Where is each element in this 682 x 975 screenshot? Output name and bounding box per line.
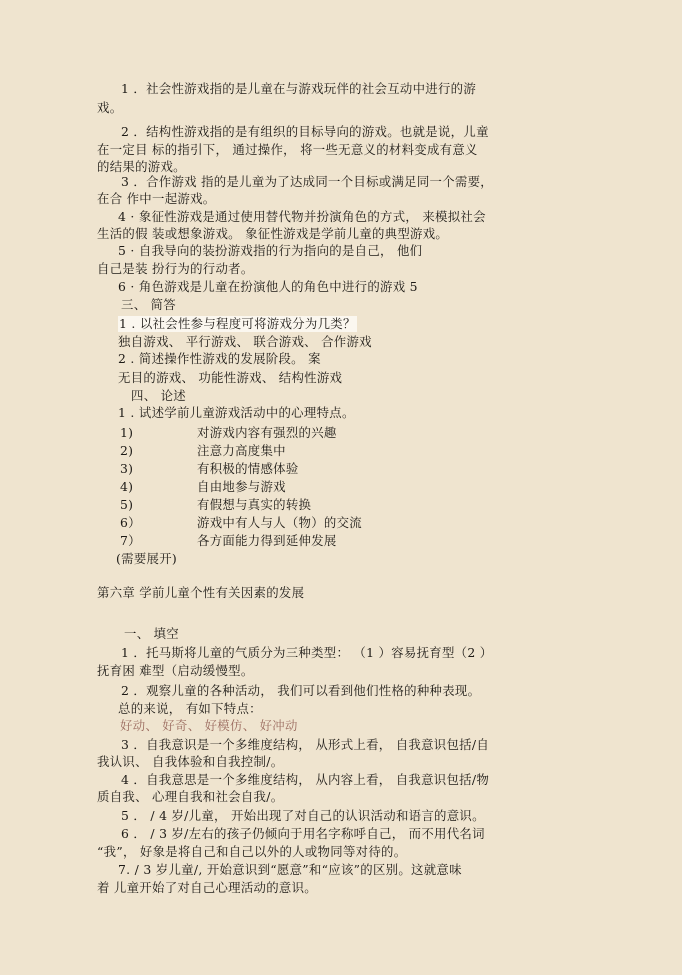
text-line: 戏。 bbox=[97, 100, 123, 115]
list-number: 6） bbox=[120, 515, 141, 530]
list-item: 游戏中有人与人（物）的交流 bbox=[197, 515, 362, 530]
text-line: 的结果的游戏。 bbox=[97, 159, 186, 174]
text-line: 6 · 角色游戏是儿童在扮演他人的角色中进行的游戏 5 bbox=[118, 279, 418, 294]
text-line: 总的来说， 有如下特点： bbox=[118, 701, 262, 716]
text-line: 着 儿童开始了对自己心理活动的意识。 bbox=[97, 880, 317, 895]
text-line: 2 ．结构性游戏指的是有组织的目标导向的游戏。也就是说，儿童 bbox=[121, 124, 489, 139]
text-line: 抚育困 难型（启动缓慢型。 bbox=[97, 663, 254, 678]
list-number: 5) bbox=[120, 497, 134, 512]
question-line: 1 . 以社会性参与程度可将游戏分为几类？ bbox=[119, 316, 356, 331]
text-line: 6 ． / 3 岁/左右的孩子仍倾向于用名字称呼自己， 而不用代名词 bbox=[121, 826, 485, 841]
section-heading: 三、 简答 bbox=[121, 297, 177, 312]
list-number: 3) bbox=[120, 461, 134, 476]
list-item: 注意力高度集中 bbox=[197, 443, 286, 458]
list-number: 1) bbox=[120, 425, 134, 440]
list-number: 2) bbox=[120, 443, 134, 458]
list-number: 7） bbox=[120, 533, 141, 548]
list-item: 有积极的情感体验 bbox=[197, 461, 299, 476]
text-line: 质自我、 心理自我和社会自我/。 bbox=[97, 789, 284, 804]
text-line: 4 ．自我意思是一个多维度结构， 从内容上看， 自我意识包括/物 bbox=[121, 772, 490, 787]
section-heading: 四、 论述 bbox=[131, 388, 187, 403]
text-line: 在一定目 标的指引下， 通过操作， 将一些无意义的材料变成有意义 bbox=[97, 142, 478, 157]
text-line: 3 ．自我意识是一个多维度结构， 从形式上看， 自我意识包括/自 bbox=[121, 737, 490, 752]
section-heading: 一、 填空 bbox=[124, 626, 180, 641]
text-line: 自己是装 扮行为的行动者。 bbox=[97, 261, 254, 276]
list-item: 自由地参与游戏 bbox=[197, 479, 286, 494]
answer-line: 好动、 好奇、 好模仿、 好冲动 bbox=[120, 718, 298, 733]
list-item: 有假想与真实的转换 bbox=[197, 497, 312, 512]
answer-line: 无目的游戏、 功能性游戏、 结构性游戏 bbox=[118, 370, 343, 385]
text-line: “我”， 好象是将自己和自己以外的人或物同等对待的。 bbox=[97, 844, 407, 859]
answer-line: 独自游戏、 平行游戏、 联合游戏、 合作游戏 bbox=[118, 334, 372, 349]
text-line: 4 · 象征性游戏是通过使用替代物并扮演角色的方式， 来模拟社会 bbox=[118, 209, 486, 224]
list-number: 4) bbox=[120, 479, 134, 494]
chapter-title: 第六章 学前儿童个性有关因素的发展 bbox=[97, 585, 305, 600]
question-line: 1 . 试述学前儿童游戏活动中的心理特点。 bbox=[118, 405, 355, 420]
text-line: 5 ． / 4 岁/儿童， 开始出现了对自己的认识活动和语言的意识。 bbox=[121, 808, 485, 823]
text-line: 我认识、 自我体验和自我控制/。 bbox=[97, 754, 284, 769]
text-line: 在合 作中一起游戏。 bbox=[97, 191, 216, 206]
question-line: 2 . 简述操作性游戏的发展阶段。 案 bbox=[118, 351, 321, 366]
text-line: 7. / 3 岁儿童/, 开始意识到“愿意”和“应该”的区别。这就意味 bbox=[118, 862, 462, 877]
text-line: 3 ．合作游戏 指的是儿童为了达成同一个目标或满足同一个需要， bbox=[121, 174, 493, 189]
text-line: (需要展开) bbox=[116, 551, 178, 566]
text-line: 1 ．社会性游戏指的是儿童在与游戏玩伴的社会互动中进行的游 bbox=[121, 81, 477, 96]
text-line: 2 ．观察儿童的各种活动， 我们可以看到他们性格的种种表现。 bbox=[121, 683, 481, 698]
text-line: 生活的假 装或想象游戏。 象征性游戏是学前儿童的典型游戏。 bbox=[97, 226, 449, 241]
list-item: 各方面能力得到延伸发展 bbox=[197, 533, 337, 548]
list-item: 对游戏内容有强烈的兴趣 bbox=[197, 425, 337, 440]
text-line: 1 ．托马斯将儿童的气质分为三种类型： （1 ）容易抚育型（2 ） bbox=[121, 645, 493, 660]
text-line: 5 · 自我导向的装扮游戏指的行为指向的是自己， 他们 bbox=[118, 243, 423, 258]
